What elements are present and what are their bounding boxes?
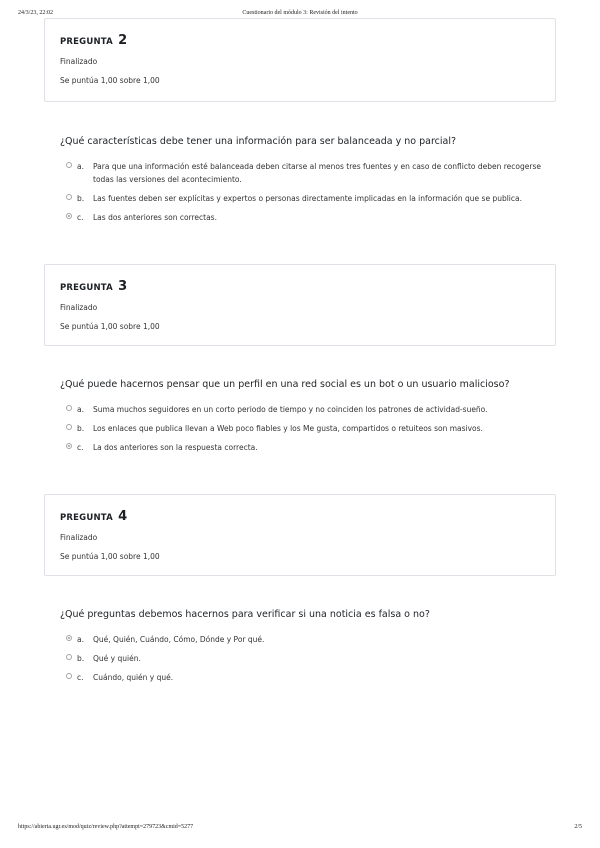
question-body: [60, 609, 550, 690]
page-number: 2/5: [574, 824, 582, 830]
answer-text: Cuándo, quién y qué.: [93, 673, 174, 682]
answer-text: Las fuentes deben ser explícitas y expertos o personas directamente implicadas en la información que se publica.: [93, 194, 522, 203]
question-info-card: [44, 264, 556, 346]
answer-option[interactable]: [60, 160, 550, 186]
question-text: ¿Qué preguntas debemos hacernos para verificar si una noticia es falsa o no?: [60, 609, 430, 620]
answer-text: Los enlaces que publica llevan a Web poco fiables y los Me gusta, compartidos o retuiteos son masivos.: [93, 424, 483, 433]
answer-option[interactable]: [60, 441, 550, 454]
question-text: ¿Qué puede hacernos pensar que un perfil en una red social es un bot o un usuario malicioso?: [60, 379, 510, 390]
question-number: PREGUNTA 2: [60, 33, 128, 48]
answer-list: [60, 160, 550, 224]
answer-letter: c.: [77, 213, 84, 222]
question-state: Finalizado: [60, 57, 98, 66]
answer-text: Qué, Quién, Cuándo, Cómo, Dónde y Por qué.: [93, 635, 265, 644]
question-grade: Se puntúa 1,00 sobre 1,00: [60, 76, 160, 85]
answer-text: Qué y quién.: [93, 654, 141, 663]
question-number: PREGUNTA 4: [60, 509, 128, 524]
radio-button-icon[interactable]: [66, 654, 72, 660]
question-grade: Se puntúa 1,00 sobre 1,00: [60, 552, 160, 561]
question-grade: Se puntúa 1,00 sobre 1,00: [60, 322, 160, 331]
print-footer: [18, 824, 582, 834]
radio-button-icon[interactable]: [66, 673, 72, 679]
radio-button-icon[interactable]: [66, 405, 72, 411]
answer-text: Para que una información esté balanceada deben citarse al menos tres fuentes y en caso de conflicto deben recogerse todas las versiones del acontecimiento.: [93, 162, 541, 184]
answer-list: [60, 403, 550, 454]
answer-letter: c.: [77, 673, 84, 682]
question-number: PREGUNTA 3: [60, 279, 128, 294]
question-info-card: [44, 494, 556, 576]
answer-letter: b.: [77, 654, 85, 663]
print-title: Cuestionario del módulo 3: Revisión del intento: [242, 10, 358, 16]
radio-button-icon[interactable]: [66, 194, 72, 200]
answer-option[interactable]: [60, 211, 550, 224]
radio-button-selected-icon[interactable]: [66, 213, 72, 219]
radio-button-selected-icon[interactable]: [66, 443, 72, 449]
question-info-card: [44, 18, 556, 102]
answer-letter: a.: [77, 405, 84, 414]
answer-option[interactable]: [60, 652, 550, 665]
answer-option[interactable]: [60, 633, 550, 646]
question-state: Finalizado: [60, 533, 98, 542]
question-state: Finalizado: [60, 303, 98, 312]
answer-list: [60, 633, 550, 684]
question-body: [60, 379, 550, 460]
answer-option[interactable]: [60, 192, 550, 205]
radio-button-icon[interactable]: [66, 424, 72, 430]
print-date: 24/3/23, 22:02: [18, 10, 54, 16]
answer-letter: b.: [77, 194, 85, 203]
answer-letter: c.: [77, 443, 84, 452]
question-body: [60, 136, 550, 230]
answer-text: Suma muchos seguidores en un corto periodo de tiempo y no coinciden los patrones de actividad-sueño.: [93, 405, 488, 414]
answer-option[interactable]: [60, 403, 550, 416]
answer-option[interactable]: [60, 422, 550, 435]
answer-option[interactable]: [60, 671, 550, 684]
question-text: ¿Qué características debe tener una información para ser balanceada y no parcial?: [60, 136, 457, 147]
radio-button-selected-icon[interactable]: [66, 635, 72, 641]
answer-text: Las dos anteriores son correctas.: [93, 213, 217, 222]
answer-letter: b.: [77, 424, 85, 433]
answer-text: La dos anteriores son la respuesta correcta.: [93, 443, 258, 452]
print-url: https://abierta.ugr.es/mod/quiz/review.php?attempt=279723&cmid=5277: [18, 824, 194, 830]
answer-letter: a.: [77, 162, 84, 171]
radio-button-icon[interactable]: [66, 162, 72, 168]
answer-letter: a.: [77, 635, 84, 644]
